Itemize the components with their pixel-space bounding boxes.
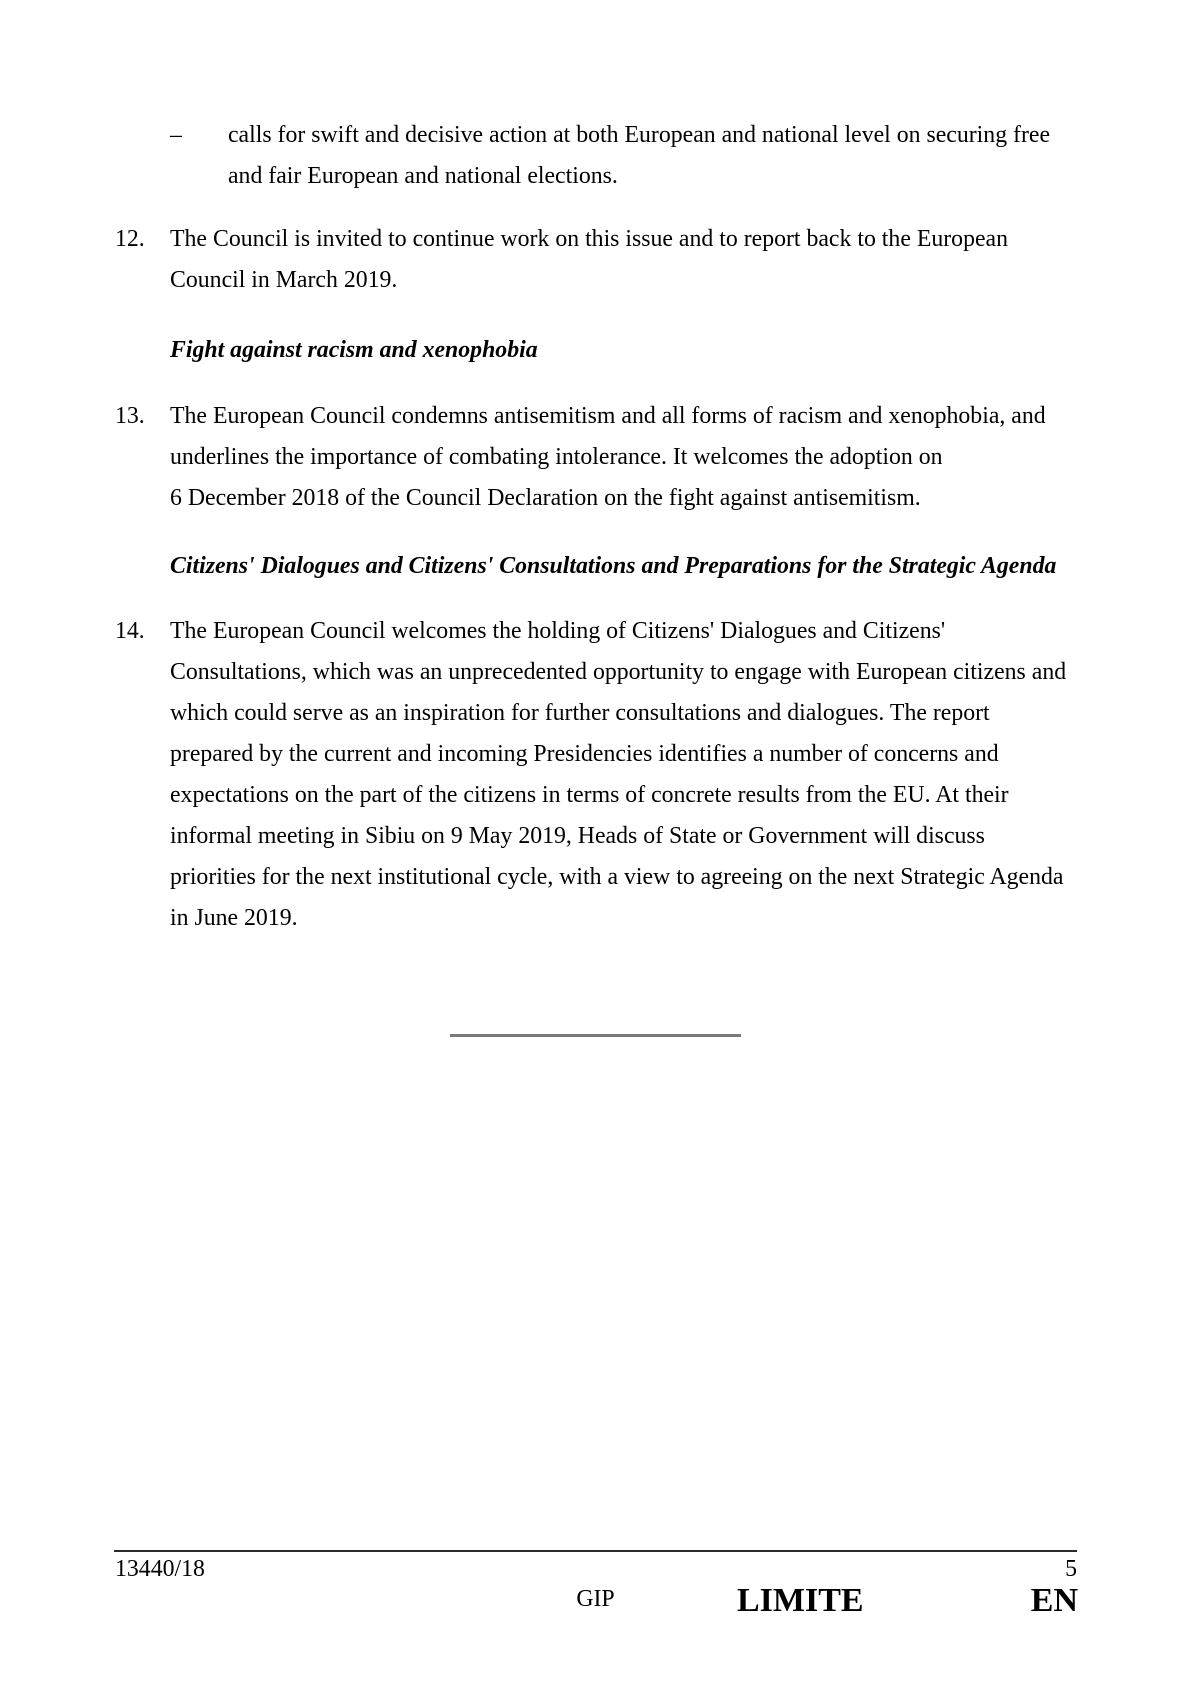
footer-document-number: 13440/18 xyxy=(115,1556,205,1582)
paragraph-number: 12. xyxy=(115,226,145,252)
footer-issuer-gip: GIP xyxy=(576,1586,615,1612)
footer-classification-limite: LIMITE xyxy=(737,1582,864,1619)
paragraph-13 xyxy=(115,396,1077,519)
section-heading-racism-xenophobia: Fight against racism and xenophobia xyxy=(170,337,538,363)
paragraph-text: The European Council condemns antisemitism and all forms of racism and xenophobia, and underlines the importance of combating intolerance. It welcomes the adoption on 6 December 2018 of the Council Declaration on the fight against antisemitism. xyxy=(170,403,1046,511)
footer-language-en: EN xyxy=(1030,1582,1078,1619)
bullet-item xyxy=(170,115,1077,197)
paragraph-number: 14. xyxy=(115,618,145,644)
paragraph-number: 13. xyxy=(115,403,145,429)
section-end-divider xyxy=(450,1034,741,1037)
paragraph-text: The European Council welcomes the holding of Citizens' Dialogues and Citizens' Consultations, which was an unprecedented opportunity to engage with European citizens and which could serve as an inspiration for further consultations and dialogues. The report prepared by the current and incoming Presidencies identifies a number of concerns and expectations on the part of the citizens in terms of concrete results from the EU. At their informal meeting in Sibiu on 9 May 2019, Heads of State or Government will discuss priorities for the next institutional cycle, with a view to agreeing on the next Strategic Agenda in June 2019. xyxy=(170,618,1067,931)
section-heading-citizens-dialogues: Citizens' Dialogues and Citizens' Consultations and Preparations for the Strategic Agenda xyxy=(170,553,1057,579)
footer-page-number: 5 xyxy=(1065,1556,1077,1582)
paragraph-text: The Council is invited to continue work on this issue and to report back to the European Council in March 2019. xyxy=(170,226,1009,293)
bullet-dash-marker: – xyxy=(170,122,182,148)
paragraph-12 xyxy=(115,219,1077,301)
bullet-text: calls for swift and decisive action at both European and national level on securing free and fair European and national elections. xyxy=(228,122,1051,189)
footer-rule xyxy=(114,1550,1077,1552)
paragraph-14 xyxy=(115,611,1077,939)
